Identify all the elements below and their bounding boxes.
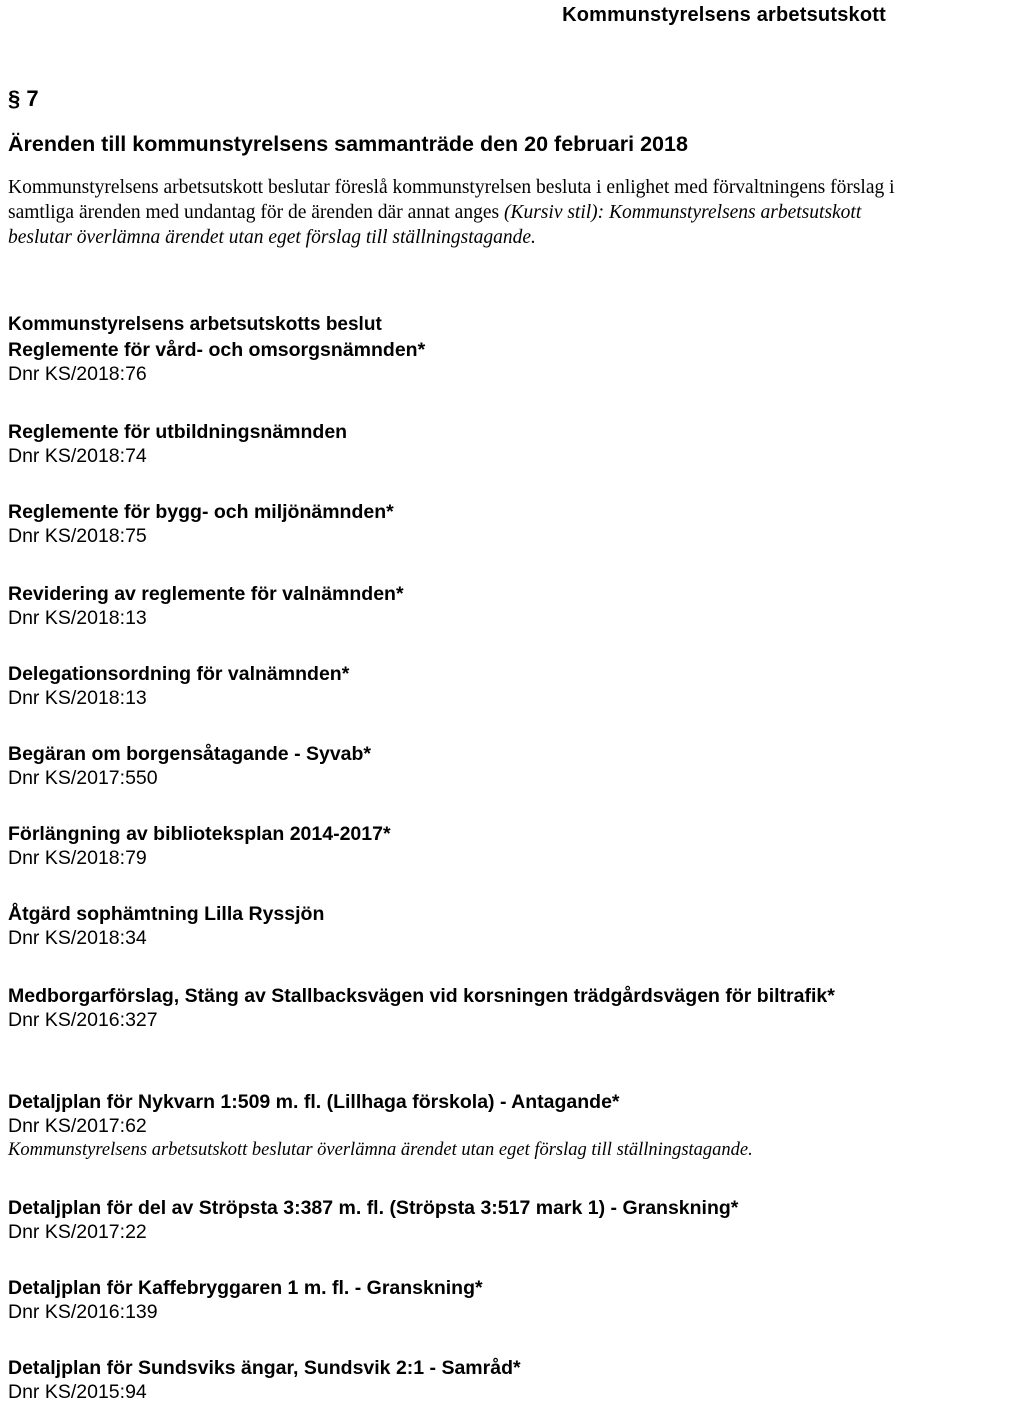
agenda-item <box>8 902 1008 950</box>
agenda-item-title: Reglemente för vård- och omsorgsnämnden* <box>8 339 426 361</box>
intro-italic-text: (Kursiv stil): Kommunstyrelsens arbetsutskott beslutar överlämna ärendet utan eget förslag till ställningstagande. <box>8 202 862 248</box>
agenda-item <box>8 500 1008 548</box>
intro-paragraph <box>8 175 908 250</box>
agenda-item <box>8 662 1008 710</box>
agenda-item-title: Detaljplan för Kaffebryggaren 1 m. fl. - Granskning* <box>8 1277 483 1299</box>
agenda-item-dnr: Dnr KS/2016:327 <box>8 1009 158 1031</box>
agenda-item-dnr: Dnr KS/2018:13 <box>8 607 147 629</box>
agenda-item-dnr: Dnr KS/2017:550 <box>8 767 158 789</box>
agenda-item-dnr: Dnr KS/2016:139 <box>8 1301 158 1323</box>
agenda-item <box>8 582 1008 630</box>
agenda-item <box>8 1196 1008 1244</box>
agenda-item <box>8 984 1008 1032</box>
agenda-item-dnr: Dnr KS/2018:34 <box>8 927 147 949</box>
agenda-item <box>8 742 1008 790</box>
decision-heading: Kommunstyrelsens arbetsutskotts beslut <box>8 314 382 335</box>
agenda-item-note: Kommunstyrelsens arbetsutskott beslutar överlämna ärendet utan eget förslag till ställningstagande. <box>8 1140 753 1160</box>
agenda-item <box>8 420 1008 468</box>
agenda-item-dnr: Dnr KS/2018:75 <box>8 525 147 547</box>
agenda-item-dnr: Dnr KS/2015:94 <box>8 1381 147 1403</box>
agenda-item-title: Reglemente för utbildningsnämnden <box>8 421 348 443</box>
agenda-item-title: Reglemente för bygg- och miljönämnden* <box>8 501 394 523</box>
agenda-item-dnr: Dnr KS/2017:62 <box>8 1115 147 1137</box>
agenda-item-title: Förlängning av biblioteksplan 2014-2017* <box>8 823 391 845</box>
agenda-item-dnr: Dnr KS/2018:76 <box>8 363 147 385</box>
page-title: Ärenden till kommunstyrelsens sammanträde den 20 februari 2018 <box>8 132 688 156</box>
committee-header: Kommunstyrelsens arbetsutskott <box>562 4 886 26</box>
agenda-item-title: Revidering av reglemente för valnämnden* <box>8 583 404 605</box>
section-number: § 7 <box>8 86 39 111</box>
agenda-item <box>8 822 1008 870</box>
agenda-item-title: Detaljplan för Nykvarn 1:509 m. fl. (Lillhaga förskola) - Antagande* <box>8 1091 620 1113</box>
agenda-item-dnr: Dnr KS/2017:22 <box>8 1221 147 1243</box>
agenda-item-dnr: Dnr KS/2018:13 <box>8 687 147 709</box>
agenda-item-title: Begäran om borgensåtagande - Syvab* <box>8 743 372 765</box>
agenda-item <box>8 1276 1008 1324</box>
agenda-item-title: Delegationsordning för valnämnden* <box>8 663 350 685</box>
agenda-item <box>8 338 1008 386</box>
agenda-item-title: Detaljplan för Sundsviks ängar, Sundsvik 2:1 - Samråd* <box>8 1357 521 1379</box>
agenda-item <box>8 1356 1008 1404</box>
intro-text: Kommunstyrelsens arbetsutskott beslutar föreslå kommunstyrelsen besluta i enlighet med förvaltningens förslag i samtliga ärenden med undantag för de ärenden där annat anges <box>8 177 895 223</box>
agenda-item-title: Medborgarförslag, Stäng av Stallbacksvägen vid korsningen trädgårdsvägen för biltrafik* <box>8 985 835 1007</box>
agenda-item <box>8 1090 1008 1162</box>
agenda-item-dnr: Dnr KS/2018:74 <box>8 445 147 467</box>
agenda-item-title: Detaljplan för del av Ströpsta 3:387 m. fl. (Ströpsta 3:517 mark 1) - Granskning* <box>8 1197 739 1219</box>
agenda-item-title: Åtgärd sophämtning Lilla Ryssjön <box>8 903 325 925</box>
agenda-item-dnr: Dnr KS/2018:79 <box>8 847 147 869</box>
